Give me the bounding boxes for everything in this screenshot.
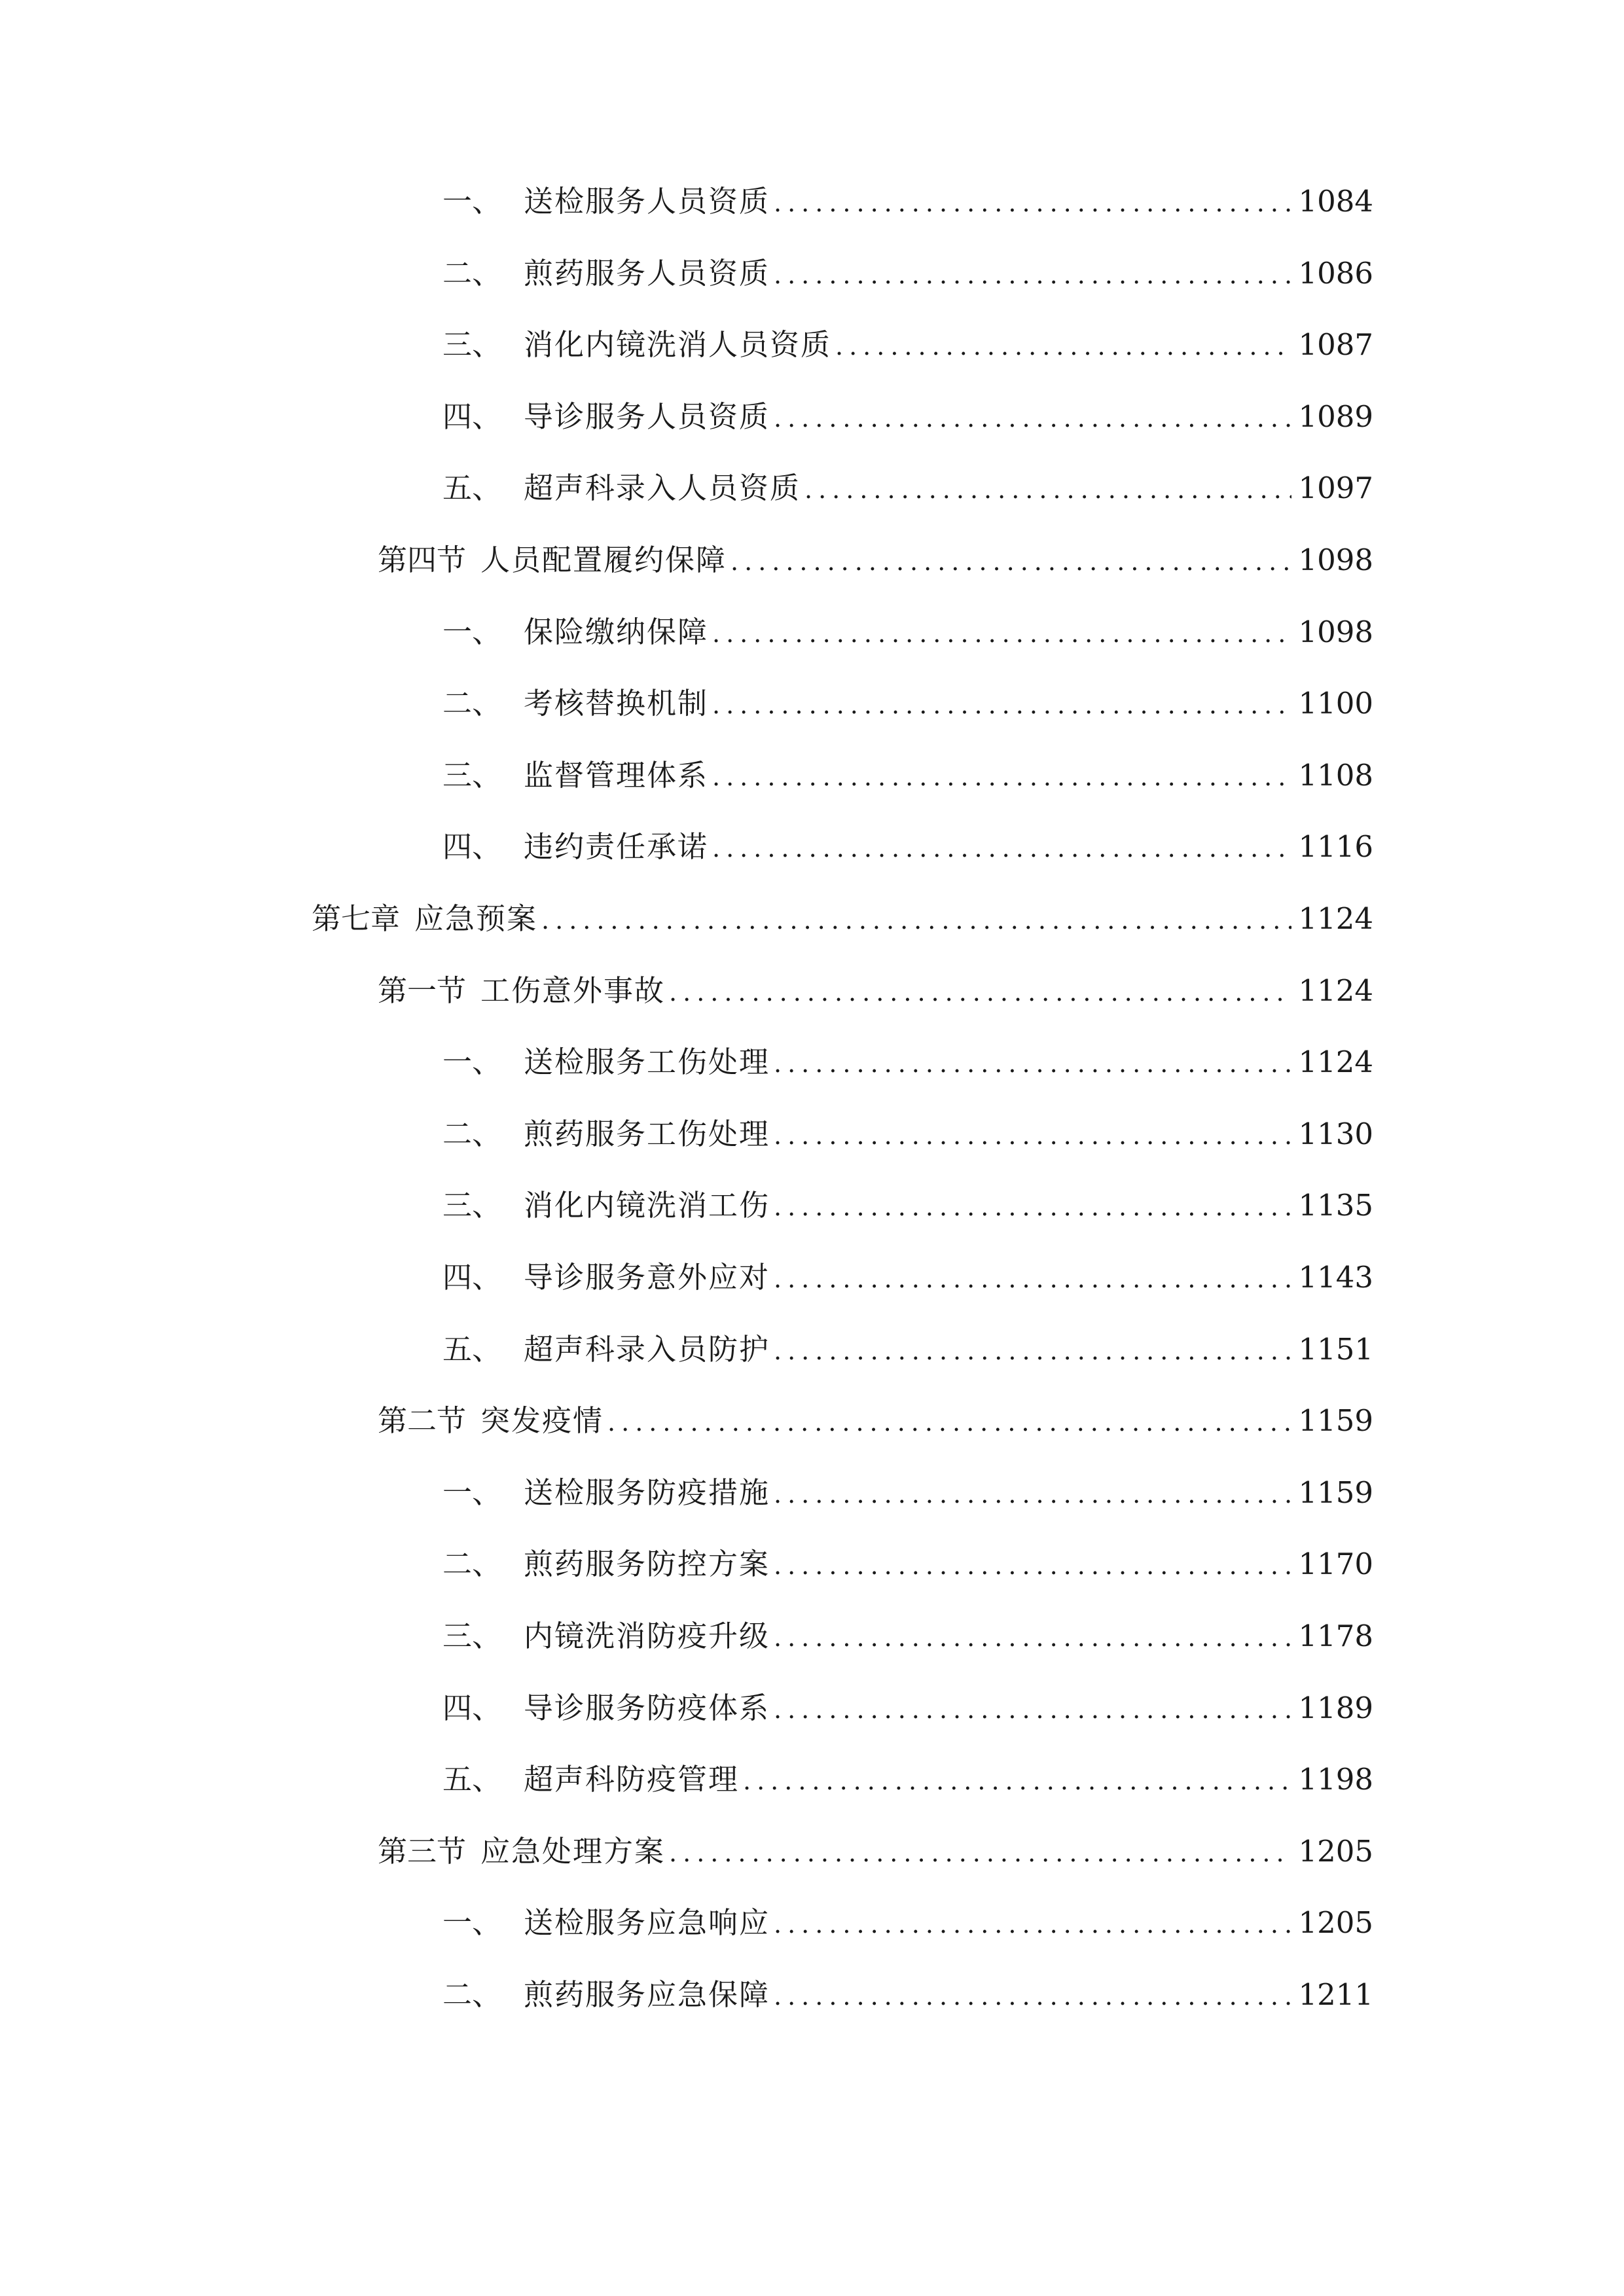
toc-entry-number: 二、 xyxy=(442,1547,502,1581)
toc-entry[interactable] xyxy=(378,534,1373,586)
toc-entry-title: 保险缴纳保障 xyxy=(524,615,709,649)
toc-entry-number: 一、 xyxy=(442,184,502,219)
toc-entry[interactable] xyxy=(442,1969,1373,2021)
toc-entry-title: 应急处理方案 xyxy=(480,1834,666,1869)
toc-entry[interactable] xyxy=(442,1538,1373,1590)
toc-entry-title: 工伤意外事故 xyxy=(480,973,666,1008)
toc-entry-number: 三、 xyxy=(442,1619,502,1653)
toc-entry-number: 五、 xyxy=(442,1762,502,1797)
dot-leader xyxy=(774,1539,1291,1592)
toc-entry-number: 第一节 xyxy=(378,973,467,1008)
dot-leader xyxy=(774,1683,1291,1736)
dot-leader xyxy=(669,1827,1291,1879)
dot-leader xyxy=(607,1396,1291,1448)
toc-entry-page-number: 1108 xyxy=(1298,758,1373,793)
toc-entry[interactable] xyxy=(442,606,1373,658)
toc-entry[interactable] xyxy=(442,462,1373,514)
dot-leader xyxy=(804,463,1291,516)
toc-entry-number: 二、 xyxy=(442,686,502,721)
toc-entry-title: 煎药服务工伤处理 xyxy=(524,1117,770,1151)
toc-entry-number: 五、 xyxy=(442,1332,502,1367)
toc-entry-page-number: 1116 xyxy=(1298,829,1373,864)
toc-entry-title: 考核替换机制 xyxy=(524,686,709,721)
toc-entry-number: 第七章 xyxy=(312,901,401,936)
dot-leader xyxy=(731,535,1291,588)
toc-entry-number: 三、 xyxy=(442,758,502,793)
toc-entry[interactable] xyxy=(442,1251,1373,1304)
toc-entry-title: 应急预案 xyxy=(414,901,538,936)
dot-leader xyxy=(774,1468,1291,1520)
toc-entry[interactable] xyxy=(442,749,1373,802)
dot-leader xyxy=(774,1109,1291,1162)
toc-entry-title: 消化内镜洗消工伤 xyxy=(524,1188,770,1223)
toc-entry-page-number: 1087 xyxy=(1298,327,1373,362)
dot-leader xyxy=(774,1325,1291,1377)
dot-leader xyxy=(774,177,1291,229)
dot-leader xyxy=(774,392,1291,444)
toc-entry-title: 导诊服务防疫体系 xyxy=(524,1691,770,1725)
toc-entry-number: 四、 xyxy=(442,1691,502,1725)
toc-entry-number: 二、 xyxy=(442,256,502,291)
toc-entry[interactable] xyxy=(442,319,1373,371)
dot-leader xyxy=(712,679,1291,731)
toc-entry-page-number: 1084 xyxy=(1298,184,1373,219)
toc-entry-page-number: 1100 xyxy=(1298,686,1373,721)
toc-entry-page-number: 1159 xyxy=(1298,1475,1373,1510)
dot-leader xyxy=(774,1898,1291,1950)
toc-entry-title: 导诊服务人员资质 xyxy=(524,399,770,434)
toc-entry-number: 一、 xyxy=(442,1475,502,1510)
toc-entry-number: 第四节 xyxy=(378,543,467,577)
toc-entry[interactable] xyxy=(442,677,1373,730)
toc-entry-page-number: 1130 xyxy=(1298,1117,1373,1151)
toc-entry-page-number: 1205 xyxy=(1298,1905,1373,1940)
toc-entry-number: 四、 xyxy=(442,829,502,864)
toc-entry[interactable] xyxy=(442,1179,1373,1232)
dot-leader xyxy=(712,822,1291,874)
toc-entry-number: 一、 xyxy=(442,1045,502,1079)
toc-entry-title: 内镜洗消防疫升级 xyxy=(524,1619,770,1653)
toc-entry[interactable] xyxy=(442,1897,1373,1949)
dot-leader xyxy=(774,1181,1291,1233)
toc-entry[interactable] xyxy=(442,1467,1373,1519)
toc-entry[interactable] xyxy=(442,1682,1373,1734)
toc-entry[interactable] xyxy=(442,1036,1373,1088)
toc-entry-title: 超声科防疫管理 xyxy=(524,1762,740,1797)
toc-entry-page-number: 1124 xyxy=(1298,973,1373,1008)
toc-entry-number: 五、 xyxy=(442,471,502,505)
toc-entry-page-number: 1098 xyxy=(1298,543,1373,577)
dot-leader xyxy=(669,966,1291,1018)
toc-entry-number: 二、 xyxy=(442,1977,502,2012)
toc-entry[interactable] xyxy=(442,247,1373,300)
toc-entry-page-number: 1097 xyxy=(1298,471,1373,505)
toc-entry-page-number: 1086 xyxy=(1298,256,1373,291)
toc-entry-title: 监督管理体系 xyxy=(524,758,709,793)
toc-entry-title: 人员配置履约保障 xyxy=(480,543,727,577)
toc-entry-page-number: 1205 xyxy=(1298,1834,1373,1869)
toc-entry-title: 超声科录入员防护 xyxy=(524,1332,770,1367)
toc-entry-number: 三、 xyxy=(442,1188,502,1223)
toc-entry-title: 超声科录入人员资质 xyxy=(524,471,801,505)
toc-entry-page-number: 1170 xyxy=(1298,1547,1373,1581)
dot-leader xyxy=(712,607,1291,660)
toc-entry-title: 消化内镜洗消人员资质 xyxy=(524,327,832,362)
toc-entry-page-number: 1124 xyxy=(1298,1045,1373,1079)
toc-entry-title: 煎药服务防控方案 xyxy=(524,1547,770,1581)
toc-entry-page-number: 1151 xyxy=(1298,1332,1373,1367)
toc-entry-page-number: 1159 xyxy=(1298,1403,1373,1438)
toc-entry-number: 二、 xyxy=(442,1117,502,1151)
dot-leader xyxy=(774,1611,1291,1664)
toc-entry-title: 送检服务应急响应 xyxy=(524,1905,770,1940)
toc-entry-page-number: 1211 xyxy=(1298,1977,1373,2012)
toc-entry-page-number: 1135 xyxy=(1298,1188,1373,1223)
toc-entry-page-number: 1143 xyxy=(1298,1260,1373,1295)
toc-entry-title: 送检服务工伤处理 xyxy=(524,1045,770,1079)
toc-entry[interactable] xyxy=(442,821,1373,873)
dot-leader xyxy=(712,751,1291,803)
dot-leader xyxy=(743,1755,1291,1807)
toc-entry-number: 第二节 xyxy=(378,1403,467,1438)
toc-entry[interactable] xyxy=(442,1108,1373,1160)
toc-entry-number: 一、 xyxy=(442,1905,502,1940)
toc-entry-number: 四、 xyxy=(442,1260,502,1295)
toc-entry-title: 煎药服务人员资质 xyxy=(524,256,770,291)
toc-entry-title: 送检服务人员资质 xyxy=(524,184,770,219)
toc-entry[interactable] xyxy=(442,391,1373,443)
toc-entry[interactable] xyxy=(442,1753,1373,1806)
toc-entry-title: 煎药服务应急保障 xyxy=(524,1977,770,2012)
toc-entry[interactable] xyxy=(442,1323,1373,1376)
toc-entry-page-number: 1098 xyxy=(1298,615,1373,649)
toc-entry-page-number: 1124 xyxy=(1298,901,1373,936)
toc-entry-number: 一、 xyxy=(442,615,502,649)
toc-entry[interactable] xyxy=(378,1825,1373,1878)
toc-entry-page-number: 1198 xyxy=(1298,1762,1373,1797)
toc-entry[interactable] xyxy=(442,175,1373,228)
toc-entry[interactable] xyxy=(312,893,1373,945)
dot-leader xyxy=(774,1253,1291,1305)
dot-leader xyxy=(541,894,1291,946)
toc-entry-title: 突发疫情 xyxy=(480,1403,604,1438)
toc-entry-number: 第三节 xyxy=(378,1834,467,1869)
toc-entry-page-number: 1178 xyxy=(1298,1619,1373,1653)
toc-entry-number: 三、 xyxy=(442,327,502,362)
toc-entry-title: 违约责任承诺 xyxy=(524,829,709,864)
toc-entry[interactable] xyxy=(378,965,1373,1017)
toc-entry-page-number: 1089 xyxy=(1298,399,1373,434)
toc-entry-title: 送检服务防疫措施 xyxy=(524,1475,770,1510)
dot-leader xyxy=(774,1970,1291,2022)
toc-entry[interactable] xyxy=(442,1610,1373,1662)
toc-entry[interactable] xyxy=(378,1395,1373,1447)
toc-entry-number: 四、 xyxy=(442,399,502,434)
dot-leader xyxy=(835,320,1291,372)
toc-entry-title: 导诊服务意外应对 xyxy=(524,1260,770,1295)
toc-entry-page-number: 1189 xyxy=(1298,1691,1373,1725)
dot-leader xyxy=(774,1037,1291,1090)
dot-leader xyxy=(774,249,1291,301)
